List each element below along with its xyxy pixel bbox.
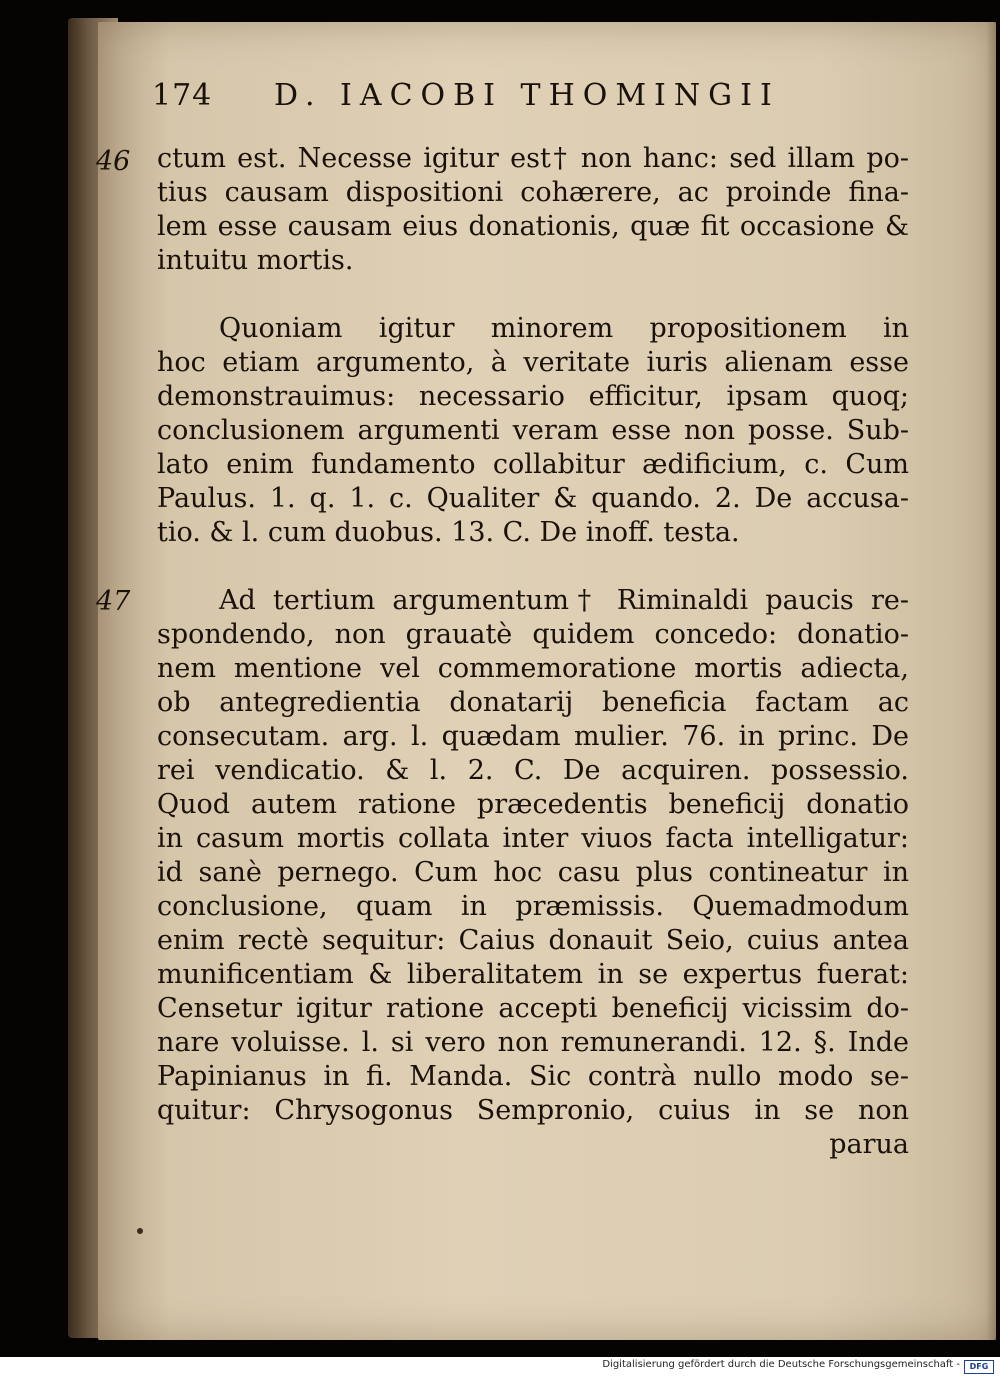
paragraph-3 [157, 584, 909, 1162]
funding-credit: Digitalisierung gefördert durch die Deutsche Forschungsgemeinschaft - [602, 1359, 960, 1370]
text-line: rei vendicatio. & l. 2. C. De acquiren. possessio. [157, 755, 909, 786]
text-line: ctum est. Necesse igitur est† non hanc: sed illam po- [157, 143, 909, 174]
marginal-number-47: 47 [96, 586, 131, 617]
text-line: Quoniam igitur minorem propositionem in [219, 313, 909, 344]
marginal-number-46: 46 [96, 146, 131, 177]
text-line: tio. & l. cum duobus. 13. C. De inoff. testa. [157, 517, 740, 548]
page-gutter-shadow [986, 22, 996, 1340]
text-line: Censetur igitur ratione accepti beneficij vicissim do- [157, 993, 909, 1024]
text-line: intuitu mortis. [157, 245, 354, 276]
dfg-logo: DFG [964, 1360, 994, 1374]
paragraph-2 [157, 312, 909, 550]
text-line: spondendo, non grauatè quidem concedo: donatio- [157, 619, 909, 650]
text-line: hoc etiam argumento, à veritate iuris alienam esse [157, 347, 909, 378]
text-line: lem esse causam eius donationis, quæ fit occasione & [157, 211, 909, 242]
text-line: nem mentione vel commemoratione mortis adiecta, [157, 653, 909, 684]
text-line: consecutam. arg. l. quædam mulier. 76. in princ. De [157, 721, 909, 752]
text-line: Paulus. 1. q. 1. c. Qualiter & quando. 2. De accusa- [157, 483, 909, 514]
text-line: quitur: Chrysogonus Sempronio, cuius in se non [157, 1095, 909, 1126]
paragraph-1 [157, 142, 909, 278]
text-line: demonstrauimus: necessario efficitur, ipsam quoq; [157, 381, 909, 412]
text-line: ob antegredientia donatarij beneficia factam ac [157, 687, 909, 718]
text-line: munificentiam & liberalitatem in se expertus fuerat: [157, 959, 909, 990]
text-line: tius causam dispositioni cohærere, ac proinde fina- [157, 177, 909, 208]
text-line: in casum mortis collata inter viuos facta intelligatur: [157, 823, 909, 854]
text-line: id sanè pernego. Cum hoc casu plus contineatur in [157, 857, 909, 888]
page-number: 174 [152, 78, 213, 113]
catchword: parua [829, 1129, 909, 1160]
ink-spot [137, 1228, 143, 1234]
text-line: Papinianus in fi. Manda. Sic contrà nullo modo se- [157, 1061, 909, 1092]
running-title: D. IACOBI THOMINGII [274, 78, 780, 113]
text-line: conclusione, quam in præmissis. Quemadmodum [157, 891, 909, 922]
text-line: conclusionem argumenti veram esse non posse. Sub- [157, 415, 909, 446]
text-line: nare voluisse. l. si vero non remunerandi. 12. §. Inde [157, 1027, 909, 1058]
text-line: Quod autem ratione præcedentis beneficij donatio [157, 789, 909, 820]
footer-bar [0, 1357, 1000, 1376]
running-head [152, 78, 872, 122]
text-line: enim rectè sequitur: Caius donauit Seio, cuius antea [157, 925, 909, 956]
text-line: lato enim fundamento collabitur ædificium, c. Cum [157, 449, 909, 480]
text-line: Ad tertium argumentum† Riminaldi paucis re- [219, 585, 909, 616]
